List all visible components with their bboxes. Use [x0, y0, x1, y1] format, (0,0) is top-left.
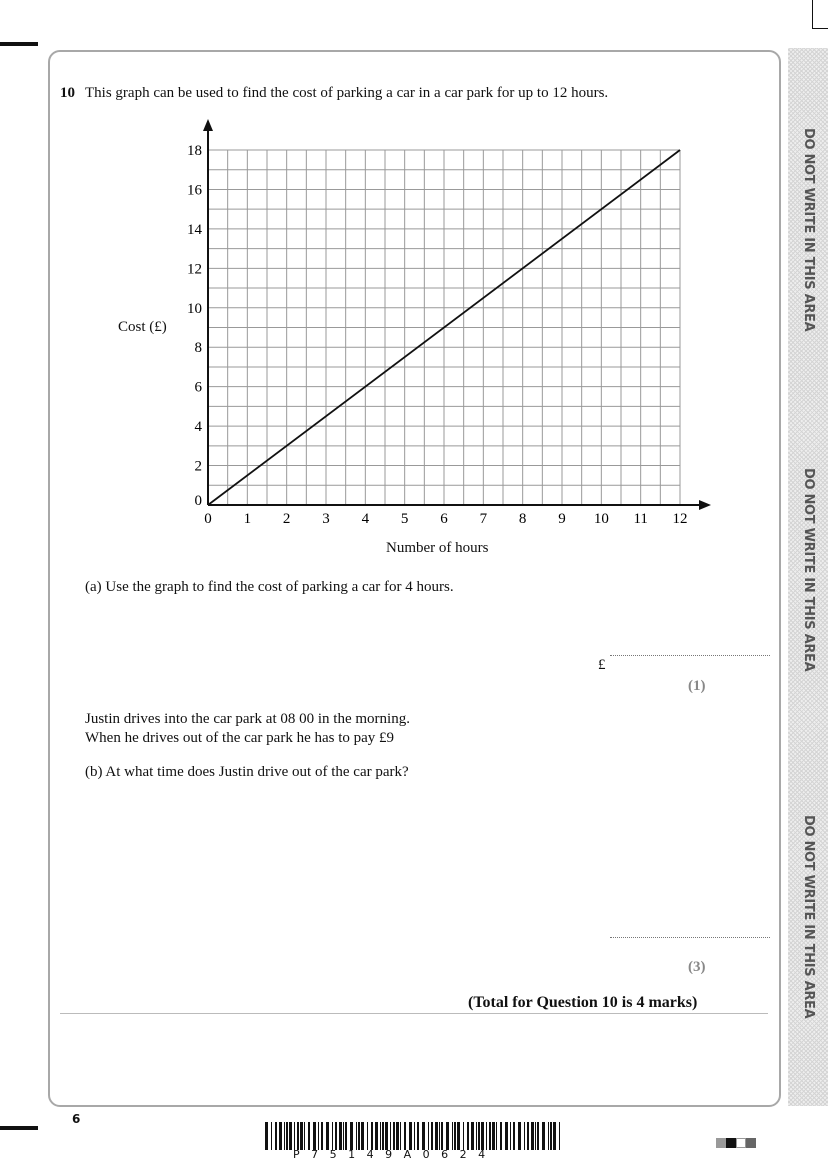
barcode-bar: [505, 1122, 508, 1150]
barcode-bar: [452, 1122, 453, 1150]
barcode-bar: [265, 1122, 268, 1150]
barcode-bar: [300, 1122, 303, 1150]
barcode-bar: [409, 1122, 412, 1150]
x-tick-label: 1: [243, 511, 252, 527]
barcode-bar: [390, 1122, 391, 1150]
barcode-bar: [318, 1122, 319, 1150]
barcode-bar: [396, 1122, 399, 1150]
barcode-bar: [382, 1122, 384, 1150]
barcode-bar: [446, 1122, 449, 1150]
barcode-bar: [454, 1122, 456, 1150]
barcode-bar: [481, 1122, 484, 1150]
y-tick-label: 16: [187, 182, 202, 199]
x-axis-arrow: [699, 500, 711, 510]
x-tick-label: 11: [633, 511, 648, 527]
barcode-text: P 7 5 1 4 9 A 0 6 2 4: [293, 1148, 490, 1161]
barcode-bar: [457, 1122, 460, 1150]
x-tick-label: 7: [479, 511, 488, 527]
barcode-bar: [513, 1122, 515, 1150]
barcode-bar: [531, 1122, 534, 1150]
barcode-bar: [524, 1122, 525, 1150]
page-number: 6: [72, 1112, 81, 1126]
barcode-bar: [489, 1122, 491, 1150]
barcode-bar: [553, 1122, 556, 1150]
barcode-bar: [422, 1122, 425, 1150]
cost-graph: [0, 0, 828, 580]
do-not-write-label: DO NOT WRITE IN THIS AREA: [801, 468, 816, 672]
barcode-bar: [286, 1122, 288, 1150]
part-a-text: (a) Use the graph to find the cost of parking a car for 4 hours.: [85, 579, 454, 595]
barcode-bar: [335, 1122, 337, 1150]
barcode-bar: [367, 1122, 368, 1150]
barcode-bar: [380, 1122, 381, 1150]
answer-b-line[interactable]: [610, 937, 770, 938]
barcode-bar: [559, 1122, 560, 1150]
barcode-bar: [428, 1122, 429, 1150]
barcode-bar: [356, 1122, 357, 1150]
barcode-bar: [527, 1122, 529, 1150]
x-tick-label: 8: [518, 511, 527, 527]
x-tick-label: 3: [322, 511, 330, 527]
barcode-bar: [500, 1122, 502, 1150]
barcode-bar: [478, 1122, 480, 1150]
x-tick-label: 6: [440, 511, 448, 527]
barcode-bar: [496, 1122, 497, 1150]
barcode-bar: [439, 1122, 440, 1150]
y-tick-label: 12: [187, 261, 202, 278]
barcode-bar: [393, 1122, 395, 1150]
barcode-bar: [371, 1122, 373, 1150]
barcode-bar: [548, 1122, 549, 1150]
barcode-bar: [476, 1122, 477, 1150]
barcode-bar: [375, 1122, 378, 1150]
context-line-1: Justin drives into the car park at 08 00 in the morning.: [85, 711, 410, 727]
x-tick-label: 5: [400, 511, 409, 527]
barcode-bar: [492, 1122, 495, 1150]
barcode-bar: [326, 1122, 329, 1150]
barcode-bar: [279, 1122, 282, 1150]
x-tick-label: 12: [672, 511, 688, 527]
barcode-bar: [414, 1122, 415, 1150]
barcode-bar: [343, 1122, 344, 1150]
answer-a-line[interactable]: [610, 655, 770, 656]
x-tick-label: 9: [558, 511, 566, 527]
barcode-bar: [339, 1122, 342, 1150]
barcode-bar: [542, 1122, 545, 1150]
barcode-bar: [518, 1122, 521, 1150]
barcode-bar: [308, 1122, 310, 1150]
answer-a-prefix: £: [598, 657, 606, 673]
barcode-bar: [550, 1122, 552, 1150]
barcode-bar: [294, 1122, 295, 1150]
part-b-text: (b) At what time does Justin drive out of the car park?: [85, 764, 409, 780]
total-marks: (Total for Question 10 is 4 marks): [468, 994, 698, 1011]
barcode-bar: [435, 1122, 438, 1150]
barcode-bar: [400, 1122, 401, 1150]
x-tick-label: 0: [204, 511, 212, 527]
question-number: 10: [60, 85, 75, 101]
barcode-bar: [271, 1122, 272, 1150]
barcode-bar: [537, 1122, 539, 1150]
x-tick-label: 2: [282, 511, 291, 527]
context-line-2: When he drives out of the car park he has to pay £9: [85, 730, 395, 746]
barcode-bar: [431, 1122, 433, 1150]
barcode-bar: [304, 1122, 305, 1150]
barcode-bar: [535, 1122, 536, 1150]
barcode-bar: [463, 1122, 464, 1150]
barcode-bar: [467, 1122, 469, 1150]
x-axis-label: Number of hours: [386, 540, 489, 556]
y-tick-label: 0: [194, 493, 202, 509]
colour-blocks: [716, 1138, 756, 1148]
marks-b: (3): [688, 959, 706, 975]
barcode-bar: [289, 1122, 292, 1150]
y-tick-label: 6: [194, 379, 202, 396]
x-tick-label: 4: [361, 511, 370, 527]
do-not-write-label: DO NOT WRITE IN THIS AREA: [801, 128, 816, 332]
barcode-bar: [471, 1122, 474, 1150]
barcode-bar: [350, 1122, 353, 1150]
barcode-bar: [441, 1122, 443, 1150]
barcode-bar: [486, 1122, 487, 1150]
barcode-bar: [358, 1122, 360, 1150]
x-tick-label: 10: [593, 511, 609, 527]
y-axis-arrow: [203, 119, 213, 131]
barcode-bar: [510, 1122, 511, 1150]
barcode-bar: [275, 1122, 277, 1150]
barcode-bar: [321, 1122, 323, 1150]
barcode-bar: [417, 1122, 419, 1150]
y-tick-label: 4: [194, 419, 202, 436]
y-tick-label: 2: [194, 458, 202, 475]
y-tick-label: 14: [187, 221, 202, 238]
barcode-bar: [385, 1122, 388, 1150]
barcode-bar: [297, 1122, 299, 1150]
marks-a: (1): [688, 678, 706, 694]
y-tick-label: 8: [194, 340, 202, 357]
question-intro: This graph can be used to find the cost of parking a car in a car park for up to 12 hours.: [85, 85, 609, 101]
y-axis-label: Cost (£): [118, 319, 167, 335]
divider: [60, 1013, 768, 1014]
barcode-bar: [284, 1122, 285, 1150]
barcode-bar: [404, 1122, 406, 1150]
barcode-bar: [332, 1122, 333, 1150]
barcode-bar: [345, 1122, 347, 1150]
y-tick-label: 10: [187, 300, 202, 317]
do-not-write-label: DO NOT WRITE IN THIS AREA: [801, 815, 816, 1019]
barcode-bar: [361, 1122, 364, 1150]
barcode: [265, 1122, 563, 1150]
barcode-bar: [313, 1122, 316, 1150]
y-tick-label: 18: [187, 143, 202, 159]
registration-mark: [0, 1126, 38, 1130]
